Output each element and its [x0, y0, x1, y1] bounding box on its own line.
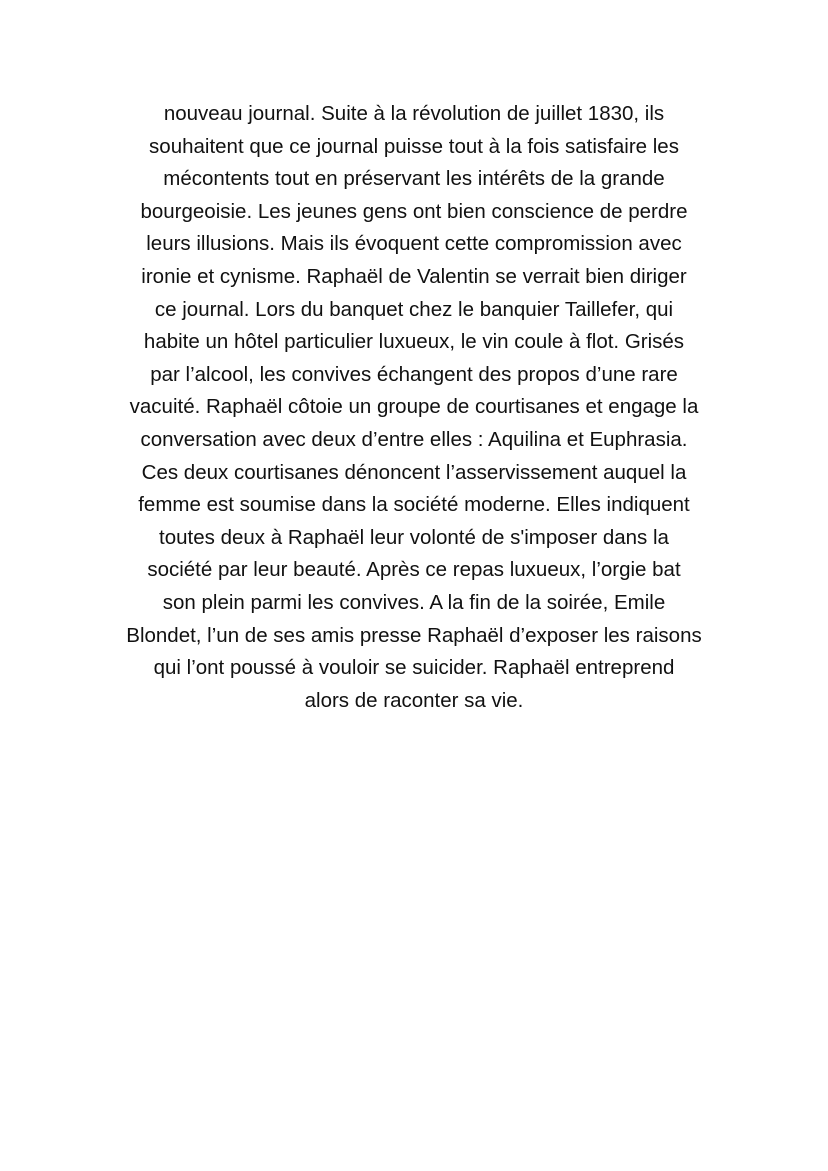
text-line: bourgeoisie. Les jeunes gens ont bien conscience de perdre — [140, 199, 688, 223]
text-line: conversation avec deux d’entre elles : Aquilina et Euphrasia. — [140, 427, 688, 451]
body-paragraph — [60, 98, 768, 717]
text-line: Blondet, l’un de ses amis presse Raphaël d’exposer les raisons — [126, 623, 702, 647]
text-line: par l’alcool, les convives échangent des propos d’une rare — [150, 362, 678, 386]
text-line: qui l’ont poussé à vouloir se suicider. Raphaël entreprend — [153, 656, 675, 680]
text-line: leurs illusions. Mais ils évoquent cette compromission avec — [146, 232, 682, 256]
text-line: habite un hôtel particulier luxueux, le vin coule à flot. Grisés — [143, 330, 685, 354]
text-line: nouveau journal. Suite à la révolution de juillet 1830, ils — [163, 102, 665, 125]
text-line: vacuité. Raphaël côtoie un groupe de courtisanes et engage la — [129, 395, 699, 419]
text-line: société par leur beauté. Après ce repas luxueux, l’orgie bat — [147, 558, 681, 582]
text-line: ce journal. Lors du banquet chez le banquier Taillefer, qui — [154, 297, 674, 321]
text-line: Ces deux courtisanes dénoncent l’asservissement auquel la — [141, 460, 687, 484]
text-line: alors de raconter sa vie. — [304, 688, 524, 712]
text-line: son plein parmi les convives. A la fin de la soirée, Emile — [162, 590, 666, 614]
text-line: mécontents tout en préservant les intérêts de la grande — [163, 167, 665, 191]
text-line: toutes deux à Raphaël leur volonté de s'imposer dans la — [159, 525, 669, 549]
text-line: femme est soumise dans la société moderne. Elles indiquent — [138, 493, 690, 517]
text-line: ironie et cynisme. Raphaël de Valentin se verrait bien diriger — [141, 264, 687, 288]
text-line: souhaitent que ce journal puisse tout à la fois satisfaire les — [149, 134, 679, 158]
